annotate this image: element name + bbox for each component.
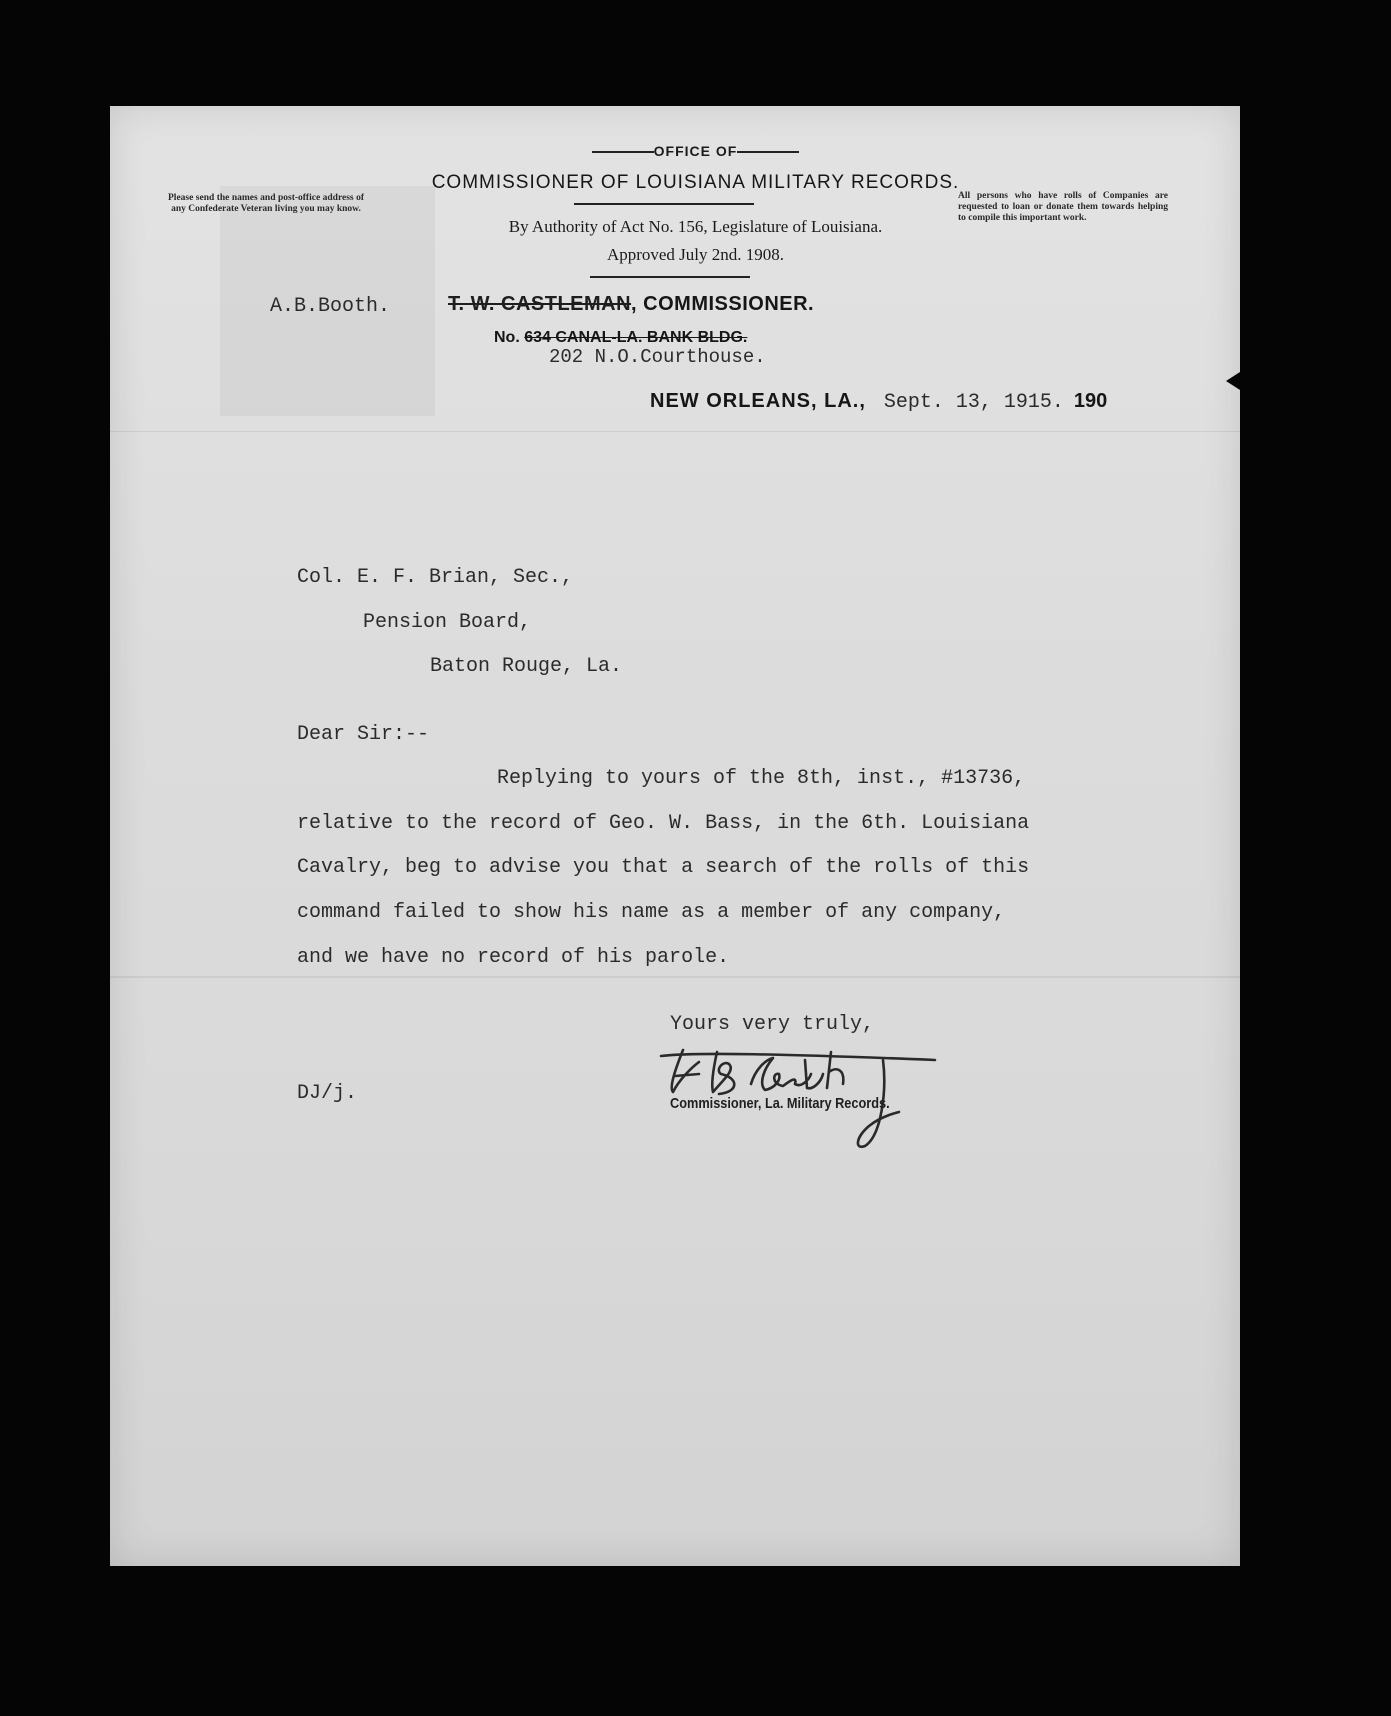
signature-caption: Commissioner, La. Military Records.: [670, 1095, 890, 1112]
typed-address: 202 N.O.Courthouse.: [549, 346, 766, 368]
left-side-note: Please send the names and post-office address of any Confederate Veteran living you may know.: [168, 193, 364, 214]
header-divider: [590, 276, 750, 278]
body-line: Cavalry, beg to advise you that a search of the rolls of this: [297, 856, 1030, 879]
typist-initials: DJ/j.: [297, 1082, 358, 1105]
recipient-line-3: Baton Rouge, La.: [430, 655, 623, 678]
printed-year: 190: [1073, 390, 1108, 412]
dateline: [650, 390, 1107, 414]
typed-commissioner-name: A.B.Booth.: [270, 295, 391, 318]
closing: Yours very truly,: [670, 1013, 875, 1036]
salutation: Dear Sir:--: [297, 723, 430, 746]
right-side-note: All persons who have rolls of Companies are requested to loan or donate them towards helping to compile this important work.: [958, 191, 1168, 223]
letterhead-title: COMMISSIONER OF LOUISIANA MILITARY RECORDS.: [431, 172, 960, 193]
office-of-text: OFFICE OF: [653, 143, 738, 159]
body-line: command failed to show his name as a member of any company,: [297, 901, 1006, 924]
recipient-line-1: Col. E. F. Brian, Sec.,: [297, 566, 574, 589]
paper-fold: [110, 976, 1240, 978]
commissioner-label: , COMMISSIONER.: [631, 293, 815, 315]
address-prefix: No.: [494, 329, 520, 346]
printed-address-line: [494, 329, 747, 347]
heading-rule: [737, 151, 799, 153]
commissioner-line: [448, 293, 814, 316]
header-divider: [574, 203, 754, 205]
approved-line: Approved July 2nd. 1908.: [606, 245, 785, 264]
heading-rule: [592, 151, 654, 153]
body-line: and we have no record of his parole.: [297, 946, 730, 969]
paper-fold: [110, 431, 1240, 432]
struck-commissioner-name: T. W. CASTLEMAN: [448, 293, 632, 315]
body-line: relative to the record of Geo. W. Bass, in the 6th. Louisiana: [297, 812, 1030, 835]
paper-tear: [1226, 372, 1240, 390]
office-of-heading: [0, 143, 1391, 159]
letter-date: Sept. 13, 1915.: [883, 391, 1064, 414]
letter-paper: [110, 106, 1240, 1566]
place-text: NEW ORLEANS, LA.,: [650, 390, 866, 412]
struck-address: 634 CANAL-LA. BANK BLDG.: [524, 329, 748, 346]
recipient-line-2: Pension Board,: [363, 611, 532, 634]
body-line: Replying to yours of the 8th, inst., #13736,: [497, 767, 1026, 790]
authority-line: By Authority of Act No. 156, Legislature of Louisiana.: [508, 217, 883, 236]
